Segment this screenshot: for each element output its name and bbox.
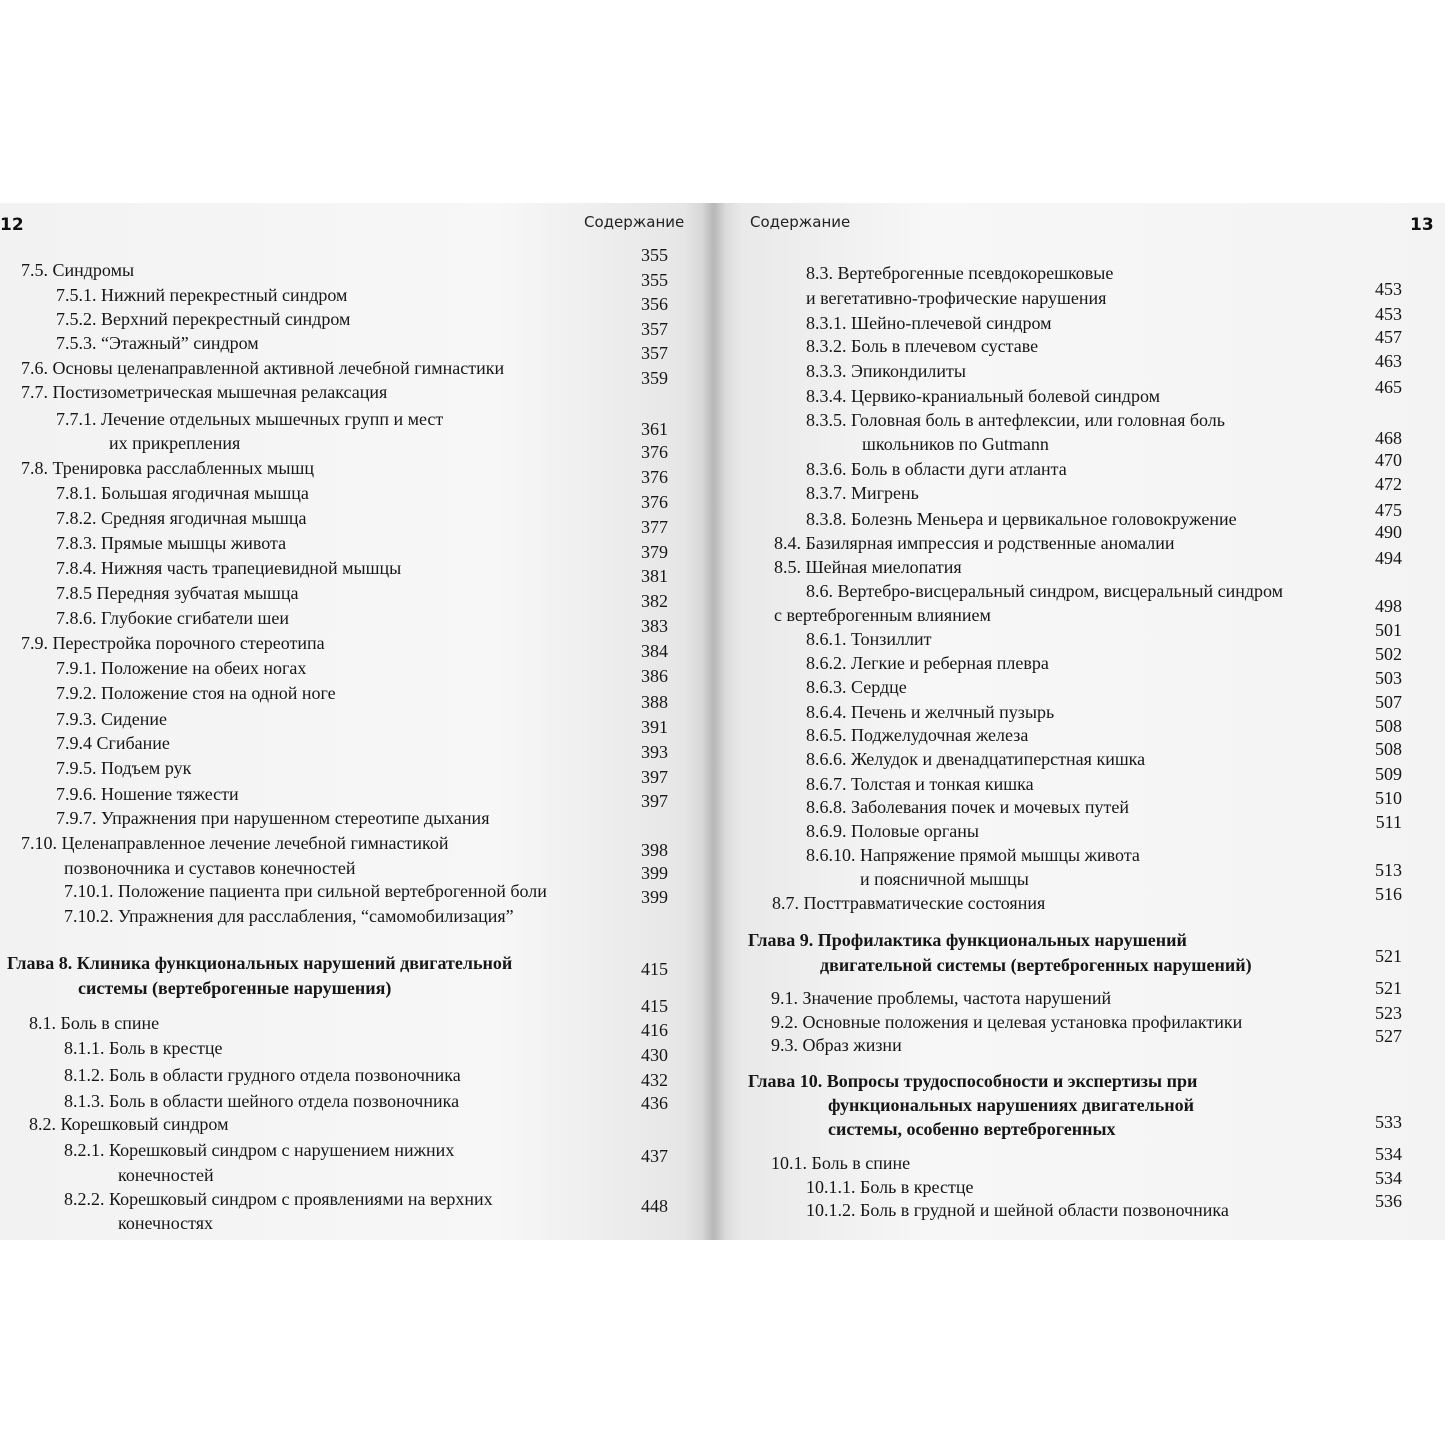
right-toc-page-number: 533 bbox=[1375, 1112, 1402, 1132]
left-toc-entry: 7.7. Постизометрическая мышечная релаксация bbox=[21, 382, 388, 402]
right-toc-entry: 8.3.6. Боль в области дуги атланта bbox=[806, 459, 1067, 479]
left-toc-entry: 7.10. Целенаправленное лечение лечебной гимнастикой bbox=[21, 833, 449, 853]
right-toc-entry: 8.3.7. Мигрень bbox=[806, 483, 919, 503]
left-toc-page-number: 436 bbox=[641, 1093, 668, 1113]
right-toc-page-number: 507 bbox=[1375, 692, 1402, 712]
left-toc-entry: Глава 8. Клиника функциональных нарушений двигательной bbox=[7, 953, 513, 973]
left-toc-page-number: 386 bbox=[641, 666, 668, 686]
left-toc-entry: 7.9.4 Сгибание bbox=[56, 733, 170, 753]
right-toc-entry: 8.6.3. Сердце bbox=[806, 677, 907, 697]
right-toc-entry: 8.3.5. Головная боль в антефлексии, или головная боль bbox=[806, 410, 1225, 430]
left-toc-page-number: 357 bbox=[641, 343, 668, 363]
left-toc-page-number: 397 bbox=[641, 767, 668, 787]
left-toc-entry: 7.9.7. Упражнения при нарушенном стереотипе дыхания bbox=[56, 808, 490, 828]
left-toc-page-number: 381 bbox=[641, 566, 668, 586]
right-toc-entry: 9.2. Основные положения и целевая установка профилактики bbox=[771, 1012, 1243, 1032]
right-toc-entry: 9.3. Образ жизни bbox=[771, 1035, 902, 1055]
right-toc-page-number: 453 bbox=[1375, 304, 1402, 324]
left-toc-page-number: 415 bbox=[641, 996, 668, 1016]
right-toc-entry: 8.3.3. Эпикондилиты bbox=[806, 361, 966, 381]
left-page-number: 12 bbox=[0, 215, 24, 235]
right-toc-page-number: 521 bbox=[1375, 946, 1402, 966]
left-toc-page-number: 379 bbox=[641, 542, 668, 562]
left-toc-entry: позвоночника и суставов конечностей bbox=[64, 858, 356, 878]
right-toc-page-number: 498 bbox=[1375, 596, 1402, 616]
left-toc-page-number: 383 bbox=[641, 616, 668, 636]
left-toc-entry: 8.2.2. Корешковый синдром с проявлениями на верхних bbox=[64, 1189, 493, 1209]
right-toc-entry: двигательной системы (вертеброгенных нарушений) bbox=[820, 955, 1252, 975]
right-toc-page-number: 502 bbox=[1375, 644, 1402, 664]
left-toc-page-number: 448 bbox=[641, 1196, 668, 1216]
right-toc-page-number: 463 bbox=[1375, 351, 1402, 371]
right-toc-entry: с вертеброгенным влиянием bbox=[774, 605, 991, 625]
right-toc-entry: 8.3.8. Болезнь Меньера и цервикальное головокружение bbox=[806, 509, 1237, 529]
left-toc-entry: 8.2. Корешковый синдром bbox=[29, 1114, 229, 1134]
right-toc-entry: 8.6.10. Напряжение прямой мышцы живота bbox=[806, 845, 1140, 865]
right-toc-entry: 10.1. Боль в спине bbox=[771, 1153, 911, 1173]
left-toc-entry: 7.8.5 Передняя зубчатая мышца bbox=[56, 583, 299, 603]
book-spread bbox=[0, 203, 1445, 1240]
right-toc-page-number: 510 bbox=[1375, 788, 1402, 808]
left-toc-entry: 8.1.1. Боль в крестце bbox=[64, 1038, 223, 1058]
right-toc-entry: 8.6.4. Печень и желчный пузырь bbox=[806, 702, 1055, 722]
right-toc-page-number: 521 bbox=[1375, 978, 1402, 998]
left-toc-page-number: 376 bbox=[641, 467, 668, 487]
left-page-header: Содержание bbox=[584, 213, 685, 231]
right-toc-page-number: 470 bbox=[1375, 450, 1402, 470]
right-toc-page-number: 523 bbox=[1375, 1003, 1402, 1023]
right-toc-entry: 10.1.1. Боль в крестце bbox=[806, 1177, 974, 1197]
left-toc-entry: 7.7.1. Лечение отдельных мышечных групп и мест bbox=[56, 409, 444, 429]
right-toc-entry: 8.6.8. Заболевания почек и мочевых путей bbox=[806, 797, 1129, 817]
left-page bbox=[0, 203, 712, 1240]
left-toc-page-number: 355 bbox=[641, 245, 668, 265]
left-toc-page-number: 399 bbox=[641, 887, 668, 907]
left-toc-page-number: 398 bbox=[641, 840, 668, 860]
book-gutter bbox=[702, 203, 726, 1240]
left-toc-entry: 7.5. Синдромы bbox=[21, 260, 135, 280]
right-toc-entry: 8.3.4. Цервико-краниальный болевой синдром bbox=[806, 386, 1161, 406]
right-toc-page-number: 472 bbox=[1375, 474, 1402, 494]
right-toc-entry: и вегетативно-трофические нарушения bbox=[806, 288, 1107, 308]
right-toc-page-number: 490 bbox=[1375, 522, 1402, 542]
left-toc-page-number: 393 bbox=[641, 742, 668, 762]
left-toc-entry: 7.9. Перестройка порочного стереотипа bbox=[21, 633, 325, 653]
right-toc-entry: 8.6. Вертебро-висцеральный синдром, висцеральный синдром bbox=[806, 581, 1284, 601]
left-toc-entry: 7.8. Тренировка расслабленных мышц bbox=[21, 458, 314, 478]
right-toc-entry: 8.6.1. Тонзиллит bbox=[806, 629, 932, 649]
left-toc-entry: конечностях bbox=[118, 1213, 214, 1233]
left-toc-entry: 7.8.3. Прямые мышцы живота bbox=[56, 533, 287, 553]
right-toc-entry: 8.6.2. Легкие и реберная плевра bbox=[806, 653, 1049, 673]
left-toc-entry: их прикрепления bbox=[109, 433, 241, 453]
left-toc-entry: 7.9.2. Положение стоя на одной ноге bbox=[56, 683, 336, 703]
left-toc-entry: конечностей bbox=[118, 1165, 214, 1185]
right-toc-page-number: 457 bbox=[1375, 327, 1402, 347]
left-toc-entry: 7.9.1. Положение на обеих ногах bbox=[56, 658, 307, 678]
left-toc-entry: 7.8.1. Большая ягодичная мышца bbox=[56, 483, 309, 503]
right-toc-page-number: 494 bbox=[1375, 548, 1402, 568]
right-toc-page-number: 453 bbox=[1375, 279, 1402, 299]
left-toc-entry: 7.5.1. Нижний перекрестный синдром bbox=[56, 285, 348, 305]
right-toc-page-number: 508 bbox=[1375, 716, 1402, 736]
left-toc-entry: 7.10.1. Положение пациента при сильной вертеброгенной боли bbox=[64, 881, 547, 901]
right-toc-page-number: 465 bbox=[1375, 377, 1402, 397]
left-toc-page-number: 382 bbox=[641, 591, 668, 611]
left-toc-page-number: 399 bbox=[641, 863, 668, 883]
right-toc-page-number: 508 bbox=[1375, 739, 1402, 759]
left-toc-page-number: 432 bbox=[641, 1070, 668, 1090]
left-toc-entry: 7.8.6. Глубокие сгибатели шеи bbox=[56, 608, 289, 628]
left-toc-page-number: 359 bbox=[641, 368, 668, 388]
right-toc-entry: 8.3.1. Шейно-плечевой синдром bbox=[806, 313, 1052, 333]
left-toc-entry: 7.8.2. Средняя ягодичная мышца bbox=[56, 508, 307, 528]
right-toc-page-number: 475 bbox=[1375, 500, 1402, 520]
right-toc-entry: Глава 9. Профилактика функциональных нарушений bbox=[748, 930, 1187, 950]
right-toc-entry: 8.5. Шейная миелопатия bbox=[774, 557, 962, 577]
right-toc-entry: 8.6.7. Толстая и тонкая кишка bbox=[806, 774, 1034, 794]
left-toc-page-number: 388 bbox=[641, 692, 668, 712]
right-toc-page-number: 468 bbox=[1375, 428, 1402, 448]
right-toc-page-number: 534 bbox=[1375, 1144, 1402, 1164]
right-toc-entry: 8.3. Вертеброгенные псевдокорешковые bbox=[806, 263, 1114, 283]
left-toc-entry: 8.1.2. Боль в области грудного отдела позвоночника bbox=[64, 1065, 461, 1085]
left-toc-page-number: 391 bbox=[641, 717, 668, 737]
right-toc-page-number: 513 bbox=[1375, 860, 1402, 880]
left-toc-page-number: 377 bbox=[641, 517, 668, 537]
left-toc-entry: 7.5.3. “Этажный” синдром bbox=[56, 333, 259, 353]
left-toc-entry: 7.10.2. Упражнения для расслабления, “самомобилизация” bbox=[64, 906, 514, 926]
left-toc-entry: 8.1. Боль в спине bbox=[29, 1013, 160, 1033]
left-toc-entry: 7.9.3. Сидение bbox=[56, 709, 168, 729]
left-toc-page-number: 355 bbox=[641, 270, 668, 290]
right-toc-entry: Глава 10. Вопросы трудоспособности и экспертизы при bbox=[748, 1071, 1198, 1091]
right-toc-entry: 8.4. Базилярная импрессия и родственные аномалии bbox=[774, 533, 1175, 553]
left-toc-page-number: 430 bbox=[641, 1045, 668, 1065]
right-toc-entry: 10.1.2. Боль в грудной и шейной области позвоночника bbox=[806, 1200, 1229, 1220]
right-toc-entry: 8.6.9. Половые органы bbox=[806, 821, 979, 841]
right-toc-page-number: 534 bbox=[1375, 1168, 1402, 1188]
right-toc-page-number: 536 bbox=[1375, 1191, 1402, 1211]
left-toc-page-number: 361 bbox=[641, 419, 668, 439]
left-toc-page-number: 397 bbox=[641, 791, 668, 811]
left-toc-page-number: 415 bbox=[641, 959, 668, 979]
left-toc-entry: 7.8.4. Нижняя часть трапециевидной мышцы bbox=[56, 558, 402, 578]
right-toc-entry: системы, особенно вертеброгенных bbox=[828, 1119, 1116, 1139]
right-toc-entry: школьников по Gutmann bbox=[862, 434, 1049, 454]
right-toc-entry: 8.3.2. Боль в плечевом суставе bbox=[806, 336, 1039, 356]
right-toc-entry: 8.6.6. Желудок и двенадцатиперстная кишка bbox=[806, 749, 1146, 769]
left-toc-page-number: 357 bbox=[641, 319, 668, 339]
left-toc-entry: 7.6. Основы целенаправленной активной лечебной гимнастики bbox=[21, 358, 505, 378]
right-toc-page-number: 501 bbox=[1375, 620, 1402, 640]
left-toc-entry: 7.9.6. Ношение тяжести bbox=[56, 784, 239, 804]
left-toc-entry: 8.2.1. Корешковый синдром с нарушением нижних bbox=[64, 1140, 455, 1160]
left-toc-page-number: 437 bbox=[641, 1146, 668, 1166]
right-page bbox=[712, 203, 1445, 1240]
left-toc-entry: 8.1.3. Боль в области шейного отдела позвоночника bbox=[64, 1091, 460, 1111]
left-toc-page-number: 416 bbox=[641, 1020, 668, 1040]
right-toc-entry: 9.1. Значение проблемы, частота нарушений bbox=[771, 988, 1112, 1008]
right-toc-page-number: 509 bbox=[1375, 764, 1402, 784]
right-page-number: 13 bbox=[1410, 215, 1434, 235]
left-toc-entry: 7.9.5. Подъем рук bbox=[56, 758, 192, 778]
right-toc-entry: функциональных нарушениях двигательной bbox=[828, 1095, 1194, 1115]
right-toc-entry: и поясничной мышцы bbox=[860, 869, 1029, 889]
left-toc-page-number: 376 bbox=[641, 442, 668, 462]
right-page-header: Содержание bbox=[750, 213, 851, 231]
right-toc-entry: 8.6.5. Поджелудочная железа bbox=[806, 725, 1029, 745]
left-toc-page-number: 356 bbox=[641, 294, 668, 314]
right-toc-entry: 8.7. Посттравматические состояния bbox=[772, 893, 1046, 913]
right-toc-page-number: 516 bbox=[1375, 884, 1402, 904]
left-toc-entry: 7.5.2. Верхний перекрестный синдром bbox=[56, 309, 351, 329]
right-toc-page-number: 503 bbox=[1375, 668, 1402, 688]
right-toc-page-number: 527 bbox=[1375, 1026, 1402, 1046]
left-toc-page-number: 384 bbox=[641, 641, 668, 661]
left-toc-page-number: 376 bbox=[641, 492, 668, 512]
right-toc-page-number: 511 bbox=[1375, 812, 1402, 832]
left-toc-entry: системы (вертеброгенные нарушения) bbox=[78, 978, 392, 998]
